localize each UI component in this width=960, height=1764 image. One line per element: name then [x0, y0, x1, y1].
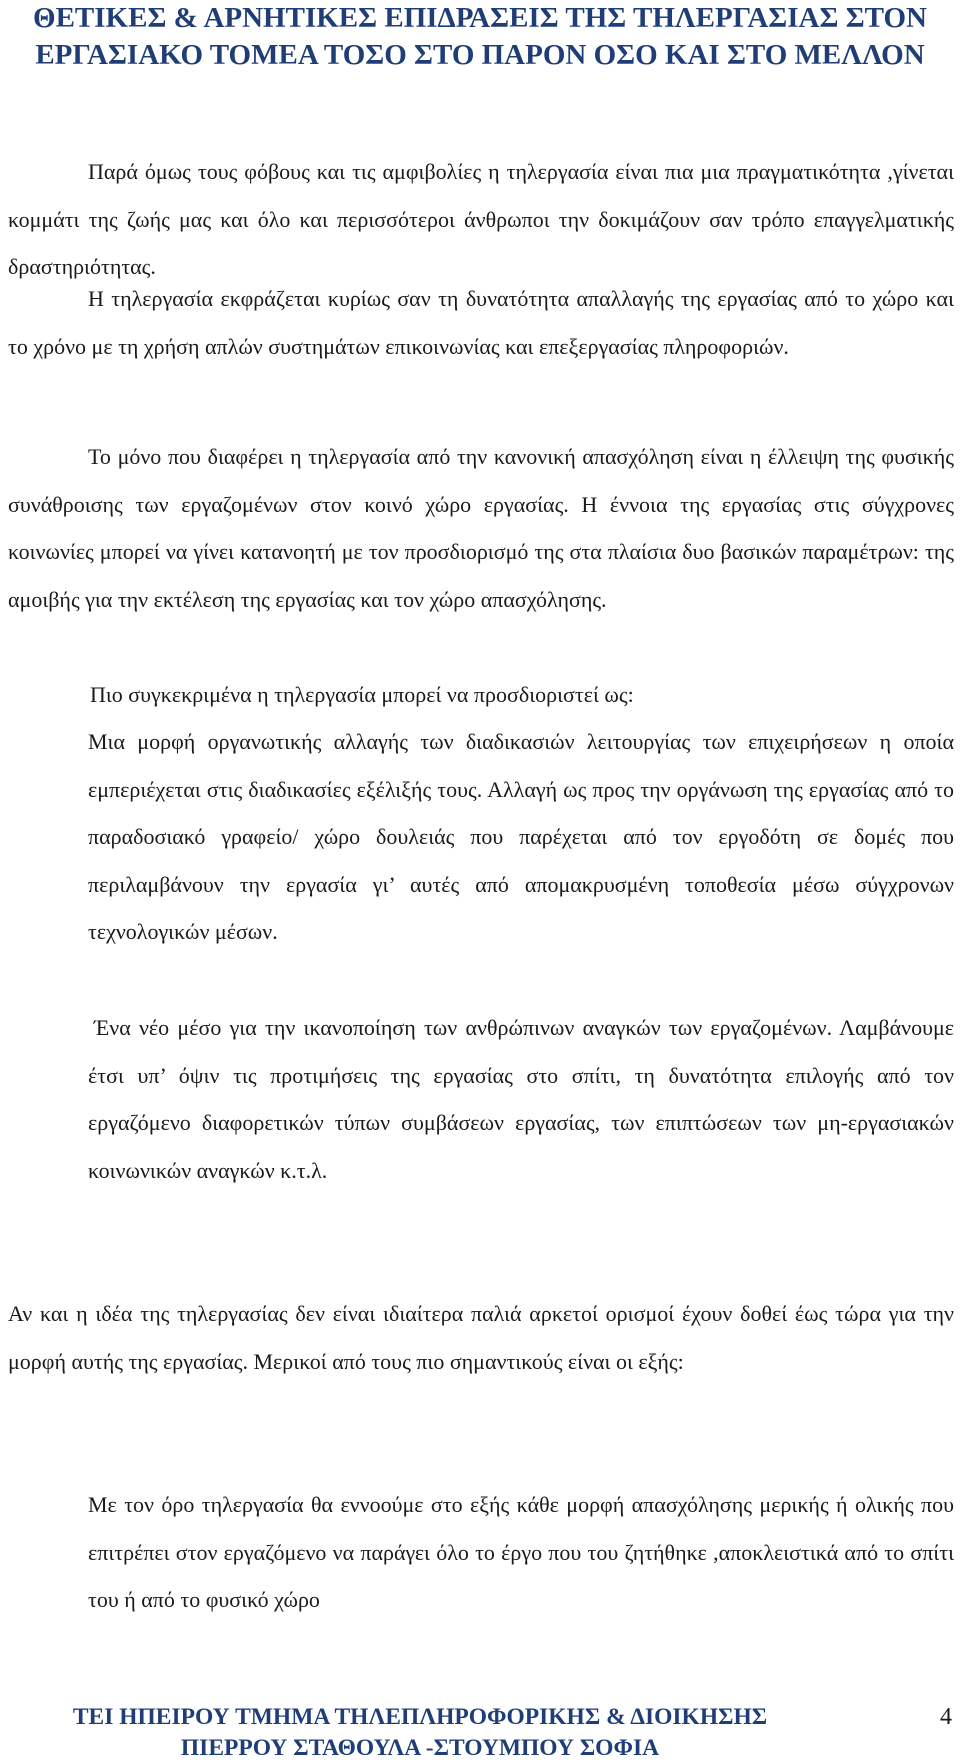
- paragraph-definition-organizational-change: Μια μορφή οργανωτικής αλλαγής των διαδικασιών λειτουργίας των επιχειρήσεων η οποία εμπεριέχεται στις διαδικασίες εξέλιξής τους. Αλλαγή ως προς την οργάνωση της εργασίας από το παραδοσιακό γραφείο/ χώρο δουλειάς που παρέχεται από τον εργοδότη σε δομές που περιλαμβάνουν την εργασία γι’ αυτές από απομακρυσμένη τοποθεσία μέσω σύγχρονων τεχνολογικών μέσων.: [88, 729, 954, 944]
- paragraph-telework-reality: Παρά όμως τους φόβους και τις αμφιβολίες η τηλεργασία είναι πια μια πραγματικότητα ,γίνεται κομμάτι της ζωής μας και όλο και περισσότεροι άνθρωποι την δοκιμάζουν σαν τρόπο επαγγελματικής δραστηριότητας.: [8, 159, 954, 279]
- paragraph-definition-intro: Πιο συγκεκριμένα η τηλεργασία μπορεί να προσδιοριστεί ως:: [90, 682, 634, 707]
- paragraph-telework-expression: Η τηλεργασία εκφράζεται κυρίως σαν τη δυνατότητα απαλλαγής της εργασίας από το χώρο και το χρόνο με τη χρήση απλών συστημάτων επικοινωνίας και επεξεργασίας πληροφοριών.: [8, 286, 954, 359]
- page-footer: [0, 1702, 960, 1764]
- paragraph-definition-new-means: Ένα νέο μέσο για την ικανοποίηση των ανθρώπινων αναγκών των εργαζομένων. Λαμβάνουμε έτσι υπ’ όψιν τις προτιμήσεις της εργασίας στο σπίτι, τη δυνατότητα επιλογής από τον εργαζόμενο διαφορετικών τύπων συμβάσεων εργασίας, των επιπτώσεων των μη-εργασιακών κοινωνικών αναγκών κ.τ.λ.: [88, 1015, 954, 1183]
- footer-institution: ΤΕΙ ΗΠΕΙΡΟΥ ΤΜΗΜΑ ΤΗΛΕΠΛΗΡΟΦΟΡΙΚΗΣ & ΔΙΟΙΚΗΣΗΣ: [72, 1704, 768, 1730]
- paragraph-definition-term: Με τον όρο τηλεργασία θα εννοούμε στο εξής κάθε μορφή απασχόλησης μερικής ή ολικής που επιτρέπει στον εργαζόμενο να παράγει όλο το έργο που του ζητήθηκε ,αποκλειστικά από το σπίτι του ή από το φυσικό χώρο: [88, 1492, 954, 1612]
- page-number: 4: [940, 1704, 952, 1730]
- footer-authors: ΠΙΕΡΡΟΥ ΣΤΑΘΟΥΛΑ -ΣΤΟΥΜΠΟΥ ΣΟΦΙΑ: [180, 1735, 660, 1761]
- page-title: ΘΕΤΙΚΕΣ & ΑΡΝΗΤΙΚΕΣ ΕΠΙΔΡΑΣΕΙΣ ΤΗΣ ΤΗΛΕΡΓΑΣΙΑΣ ΣΤΟΝ ΕΡΓΑΣΙΑΚΟ ΤΟΜΕΑ ΤΟΣΟ ΣΤΟ ΠΑΡΟΝ ΟΣΟ ΚΑΙ ΣΤΟ ΜΕΛΛΟΝ: [33, 2, 927, 71]
- paragraph-telework-difference: Το μόνο που διαφέρει η τηλεργασία από την κανονική απασχόληση είναι η έλλειψη της φυσικής συνάθροισης των εργαζομένων στον κοινό χώρο εργασίας. Η έννοια της εργασίας στις σύγχρονες κοινωνίες μπορεί να γίνει κατανοητή με τον προσδιορισμό της στα πλαίσια δυο βασικών παραμέτρων: της αμοιβής για την εκτέλεση της εργασίας και τον χώρο απασχόλησης.: [8, 444, 954, 612]
- paragraph-definitions-overview: Αν και η ιδέα της τηλεργασίας δεν είναι ιδιαίτερα παλιά αρκετοί ορισμοί έχουν δοθεί έως τώρα για την μορφή αυτής της εργασίας. Μερικοί από τους πιο σημαντικούς είναι οι εξής:: [8, 1301, 954, 1374]
